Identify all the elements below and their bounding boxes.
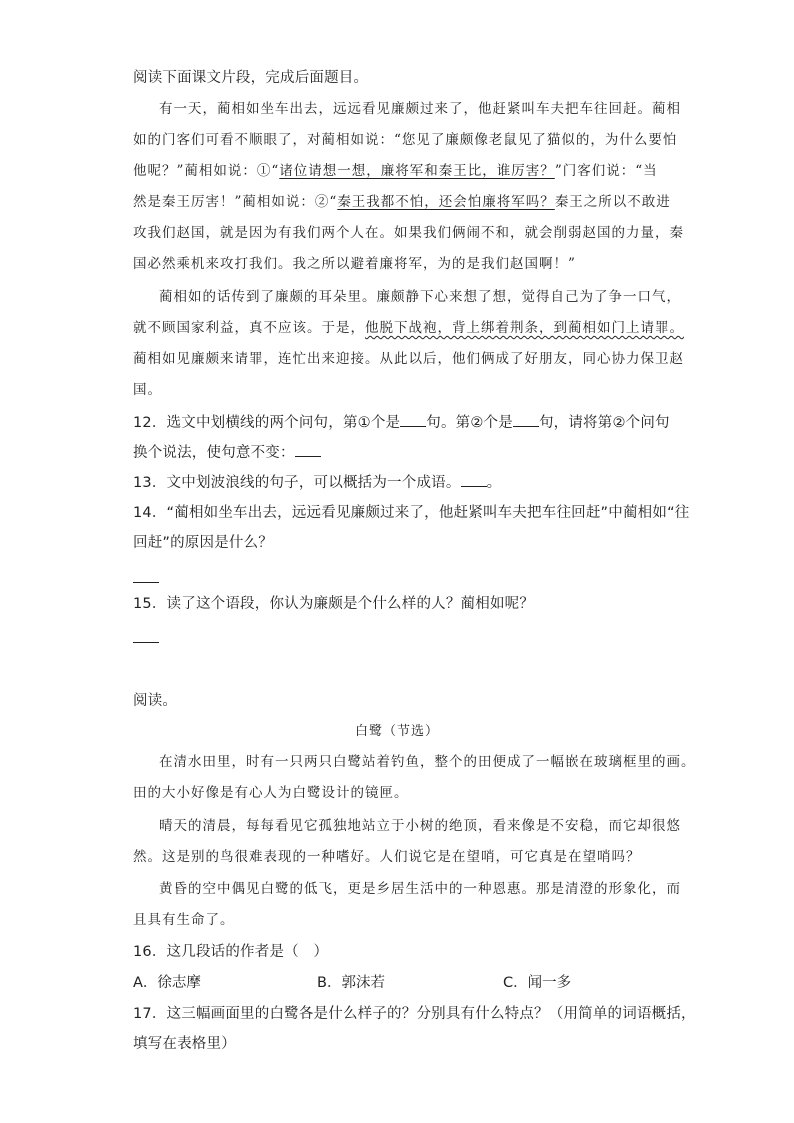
article-line: 在清水田里，时有一只两只白鹭站着钓鱼，整个的田便成了一幅嵌在玻璃框里的画。 — [159, 754, 696, 770]
question-12-line2 — [133, 442, 321, 463]
article-line: 然。这是别的鸟很难表现的一种嗜好。人们说它是在望哨，可它真是在望哨吗？ — [133, 849, 641, 865]
answer-blank[interactable] — [513, 412, 539, 427]
option-a[interactable]: A．徐志摩 — [133, 975, 201, 991]
article-line: 晴天的清晨，每每看见它孤独地站立于小树的绝顶，看来像是不安稳，而它却很悠 — [159, 818, 681, 834]
option-c[interactable]: C．闻一多 — [503, 975, 572, 991]
question-text: 12．选文中划横线的两个问句，第①个是 — [133, 415, 401, 431]
answer-blank[interactable] — [461, 472, 487, 487]
article-line: 且具有生命了。 — [133, 912, 235, 928]
answer-blank[interactable] — [295, 442, 321, 457]
section1-instruction: 阅读下面课文片段，完成后面题目。 — [133, 70, 369, 86]
question-17: 17．这三幅画面里的白鹭各是什么样子的？分别具有什么特点？（用简单的词语概括， — [133, 1006, 696, 1022]
article-line: 黄昏的空中偶见白鹭的低飞，更是乡居生活中的一种恩惠。那是清澄的形象化，而 — [159, 881, 681, 897]
answer-line[interactable] — [133, 642, 159, 643]
section2-instruction: 阅读。 — [133, 693, 178, 709]
article-title: 白鹭（节选） — [354, 724, 439, 739]
wavy-underlined-sentence: 他脱下战袍，背上绑着荆条，到蔺相如门上请罪。 — [365, 320, 684, 336]
article-line: 田的大小好像是有心人为白鹭设计的镜匣。 — [133, 785, 409, 801]
answer-line[interactable] — [133, 582, 159, 583]
question-text: 句。第②个是 — [426, 415, 513, 431]
passage2-line: 蔺相如见廉颇来请罪，连忙出来迎接。从此以后，他们俩成了好朋友，同心协力保卫赵 — [133, 351, 684, 367]
passage-text: 他呢？”蔺相如说：①“ — [133, 163, 280, 179]
passage1-line: 有一天，蔺相如坐车出去，远远看见廉颇过来了，他赶紧叫车夫把车往回赶。蔺相 — [159, 101, 681, 117]
passage2-line — [133, 318, 684, 338]
passage-text: 然是秦王厉害！”蔺相如说：②“ — [133, 194, 338, 210]
question-text: 。 — [486, 475, 502, 491]
passage1-line: 如的门客们可看不顺眼了，对蔺相如说：“您见了廉颇像老鼠见了猫似的，为什么要怕 — [133, 132, 678, 148]
answer-blank[interactable] — [400, 412, 426, 427]
question-text: 换个说法，使句意不变： — [133, 445, 295, 461]
question-12 — [133, 412, 670, 433]
passage-text: ”门客们说：“当 — [554, 163, 658, 179]
question-17-line2: 填写在表格里） — [133, 1036, 236, 1052]
question-text: 句，请将第②个问句 — [538, 415, 670, 431]
passage1-line — [133, 192, 671, 212]
underlined-question-2: 秦王我都不怕，还会怕廉将军吗？ — [337, 194, 555, 210]
underlined-question-1: 诸位请想一想，廉将军和秦王比，谁厉害？ — [279, 163, 555, 179]
option-b[interactable]: B．郭沫若 — [317, 975, 385, 991]
passage1-line — [133, 161, 658, 181]
question-14-line2: 回赶”的原因是什么？ — [133, 535, 274, 551]
passage-text: 就不顾国家利益，真不应该。于是， — [133, 320, 365, 336]
question-15: 15．读了这个语段，你认为廉颇是个什么样的人？蔺相如呢？ — [133, 596, 535, 612]
question-14: 14．“蔺相如坐车出去，远远看见廉颇过来了，他赶紧叫车夫把车往回赶”中蔺相如“往 — [133, 505, 690, 521]
question-16: 16．这几段话的作者是（ ） — [133, 944, 329, 960]
passage2-line: 蔺相如的话传到了廉颇的耳朵里。廉颇静下心来想了想，觉得自己为了争一口气， — [159, 289, 681, 305]
question-text: 13．文中划波浪线的句子，可以概括为一个成语。 — [133, 475, 461, 491]
passage2-line: 国。 — [133, 382, 162, 398]
question-13 — [133, 472, 501, 493]
passage1-line: 国必然乘机来攻打我们。我之所以避着廉将军，为的是我们赵国啊！” — [133, 256, 576, 272]
passage-text: 秦王之所以不敢进 — [554, 194, 671, 210]
passage1-line: 攻我们赵国，就是因为有我们两个人在。如果我们俩闹不和，就会削弱赵国的力量，秦 — [133, 225, 684, 241]
